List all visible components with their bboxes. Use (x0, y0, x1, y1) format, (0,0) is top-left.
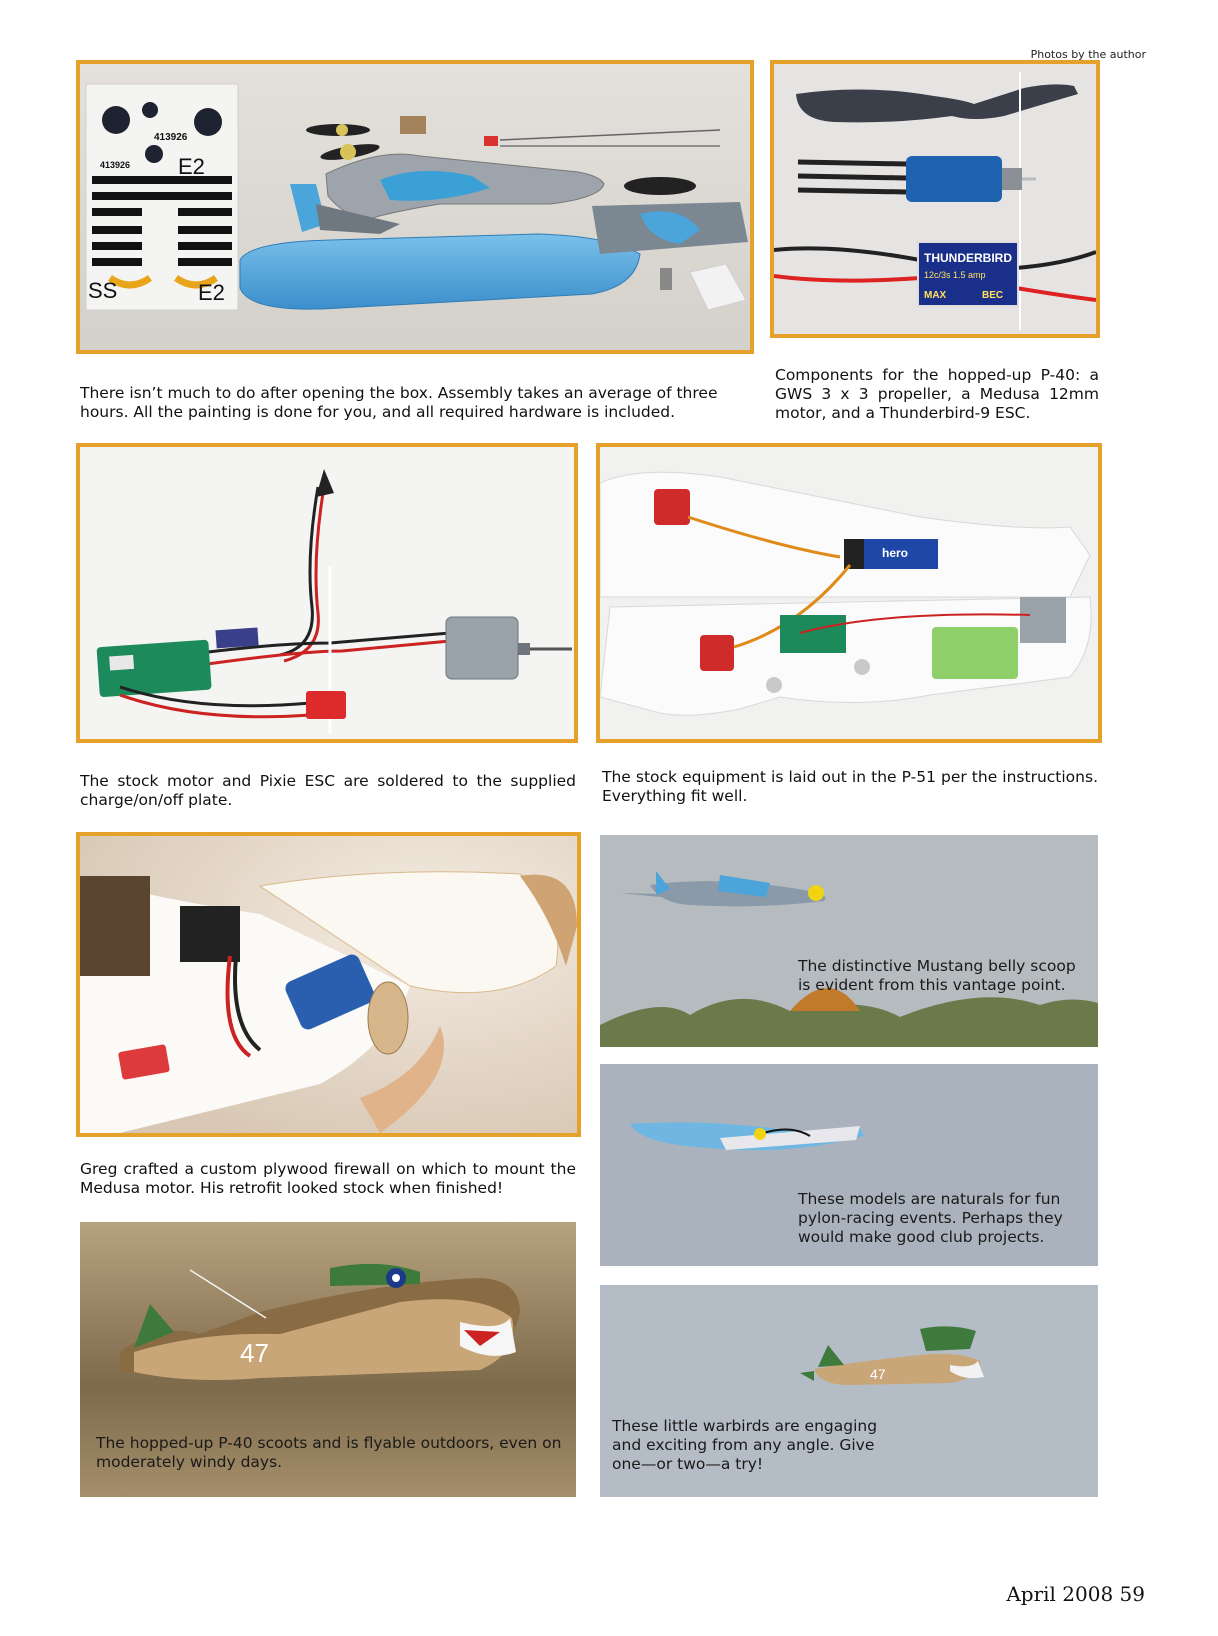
charge-plate (96, 640, 211, 698)
jst-connector (306, 691, 346, 719)
photo-stock-layout (596, 443, 1102, 743)
esc-brand-label: THUNDERBIRD (924, 251, 1012, 265)
stock-motor-illustration (80, 447, 574, 739)
photo-stock-motor (76, 443, 578, 743)
photo-pylon (600, 1064, 1098, 1266)
kit-contents-illustration (80, 64, 750, 350)
decal-code-e2-bottom: E2 (198, 280, 225, 305)
medusa-motor (906, 156, 1002, 202)
decal-serial-side: 413926 (100, 160, 131, 170)
p40-number-small-label: 47 (870, 1366, 886, 1382)
caption-belly-scoop: The distinctive Mustang belly scoop is evident from this vantage point. (798, 957, 1076, 994)
photo-p40-outdoors (80, 1222, 576, 1497)
receiver-brand: hero (882, 546, 909, 560)
esc-max-label: MAX (924, 290, 947, 301)
caption-stock-layout: The stock equipment is laid out in the P-51 per the instructions. Everything fit well. (602, 768, 1098, 805)
caption-warbirds: These little warbirds are engaging and exciting from any angle. Give one—or two—a try! (612, 1417, 878, 1473)
p40-number-label: 47 (240, 1338, 269, 1368)
photo-firewall (76, 832, 581, 1137)
components-illustration (774, 64, 1096, 334)
servo-2 (700, 635, 734, 671)
decal-code-e2: E2 (178, 154, 205, 179)
caption-box-contents: There isn’t much to do after opening the box. Assembly takes an average of three hours. All the painting is done for you, and all required hardware is included. (80, 384, 718, 421)
canopy-piece (624, 177, 696, 195)
decal-code-ss: SS (88, 278, 118, 303)
esc-bec-label: BEC (982, 290, 1004, 301)
belly-scoop-illustration (600, 835, 1098, 1047)
esc-spec-label: 12c/3s 1.5 amp (924, 270, 986, 280)
photo-belly-scoop (600, 835, 1098, 1047)
caption-p40-outdoors: The hopped-up P-40 scoots and is flyable outdoors, even on moderately windy days. (96, 1434, 562, 1471)
stock-motor (446, 617, 518, 679)
stock-layout-illustration (600, 447, 1098, 739)
plywood-firewall (368, 982, 408, 1054)
charge-plate-installed (780, 615, 846, 653)
page-folio: April 2008 59 (1006, 1582, 1145, 1606)
firewall-illustration (80, 836, 577, 1133)
caption-pylon: These models are naturals for fun pylon-racing events. Perhaps they would make good club projects. (798, 1190, 1063, 1246)
photo-warbirds (600, 1285, 1098, 1497)
battery-pack (932, 627, 1018, 679)
decal-serial-top: 413926 (154, 132, 188, 143)
caption-components: Components for the hopped-up P-40: a GWS 3 x 3 propeller, a Medusa 12mm motor, and a Thunderbird-9 ESC. (775, 366, 1099, 422)
servo-1 (654, 489, 690, 525)
photo-kit-contents (76, 60, 754, 354)
caption-stock-motor: The stock motor and Pixie ESC are soldered to the supplied charge/on/off plate. (80, 772, 576, 809)
caption-firewall: Greg crafted a custom plywood firewall on which to mount the Medusa motor. His retrofit looked stock when finished! (80, 1160, 576, 1197)
photo-components (770, 60, 1100, 338)
photo-credit: Photos by the author (1030, 48, 1146, 61)
motor-installed (1020, 597, 1066, 643)
